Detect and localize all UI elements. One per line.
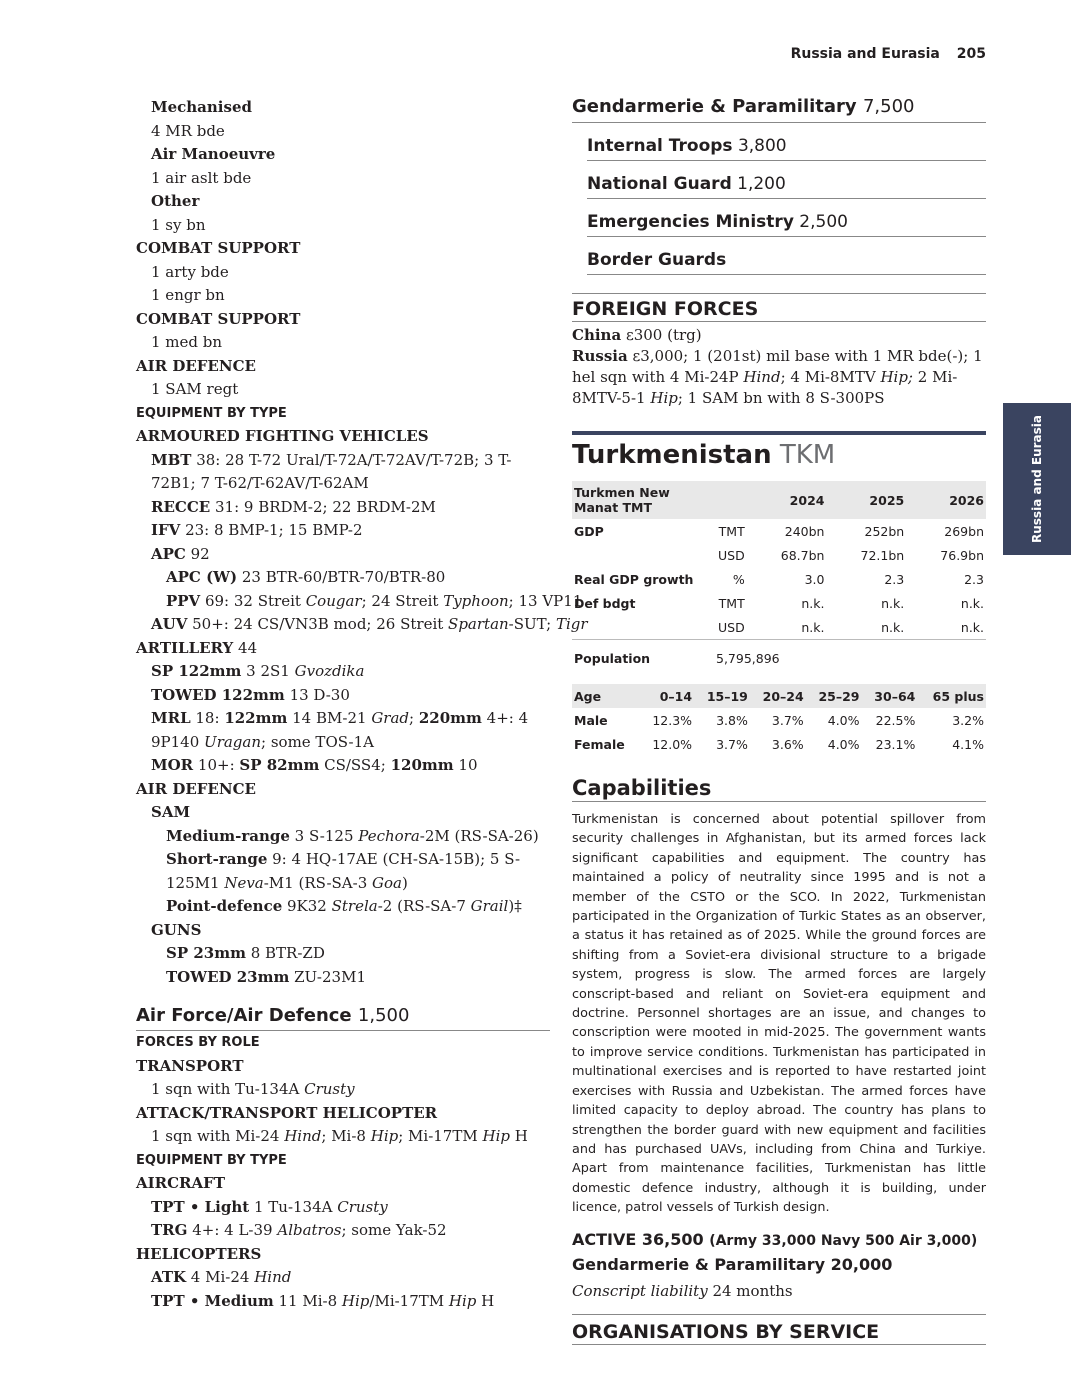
text-run: 3 2S1	[241, 662, 295, 680]
text-run: ; 4 Mi-8MTV	[780, 368, 881, 386]
section-side-tab	[1003, 403, 1071, 555]
paramilitary-units	[572, 123, 986, 275]
text-run: ; some Yak-52	[341, 1221, 447, 1239]
unit-title: Border Guards	[587, 250, 727, 270]
list-item	[136, 754, 550, 778]
text-run: 1 engr bn	[151, 286, 225, 304]
list-item	[136, 684, 550, 708]
text-run: -2 (RS-SA-7	[377, 897, 471, 915]
list-item	[136, 1219, 550, 1243]
unit-strength: 2,500	[793, 212, 848, 232]
list-item	[136, 261, 550, 285]
table-cell: 4.0%	[827, 736, 860, 752]
text-run: ε300 (trg)	[621, 326, 702, 344]
text-run: -M1 (RS-SA-3	[263, 873, 373, 892]
list-item	[136, 660, 550, 684]
country-code: TKM	[779, 440, 836, 470]
list-item	[136, 825, 550, 849]
text-run: Neva	[224, 873, 264, 892]
text-run: 1 med bn	[151, 333, 223, 351]
list-item	[136, 1196, 550, 1220]
list-item	[136, 613, 588, 637]
table-cell: Age	[572, 684, 640, 708]
text-run: 3 S-125	[289, 826, 359, 845]
list-item	[136, 496, 550, 520]
unit-title: Internal Troops	[587, 136, 733, 156]
text-run: Point-defence	[166, 897, 283, 915]
text-run: Mechanised	[151, 98, 252, 116]
air-force-title: Air Force/Air Defence	[136, 1005, 352, 1026]
text-run: Hip	[341, 1291, 370, 1310]
table-row	[572, 732, 986, 756]
paramilitary-strength: Gendarmerie & Paramilitary 20,000	[572, 1254, 893, 1274]
list-item	[136, 707, 550, 754]
text-run: 1 sqn with Mi-24	[151, 1127, 285, 1145]
text-run: AIR DEFENCE	[136, 779, 256, 798]
gendarmerie-heading	[572, 94, 986, 123]
section-title: Russia and Eurasia	[790, 46, 940, 62]
text-run: 4 MR bde	[151, 121, 225, 140]
table-cell: GDP	[574, 523, 604, 539]
list-item	[136, 120, 550, 144]
text-run: 1 sy bn	[151, 215, 206, 234]
text-run: ; Mi-8	[321, 1127, 371, 1145]
table-row	[572, 591, 986, 615]
table-cell: %	[732, 571, 745, 587]
table-cell: 3.7%	[771, 712, 804, 728]
list-item	[136, 190, 550, 214]
table-cell: 22.5%	[875, 712, 916, 728]
unit-strength: 1,200	[731, 174, 786, 194]
paramilitary-unit-heading	[587, 237, 986, 275]
foreign-force-entry	[572, 325, 986, 346]
capabilities-heading: Capabilities	[572, 776, 986, 802]
list-item	[136, 801, 550, 825]
table-cell: Real GDP growth	[574, 571, 694, 587]
table-cell: 4.1%	[952, 736, 984, 752]
list-item	[136, 167, 550, 191]
table-cell: 2025	[826, 481, 906, 519]
text-run: 120mm	[390, 756, 454, 774]
text-run: APC	[151, 544, 186, 563]
text-run: Gvozdika	[294, 662, 365, 680]
page-number: 205	[956, 46, 986, 62]
table-header-row	[572, 684, 986, 708]
population-row	[572, 640, 986, 671]
text-run: Hind	[284, 1127, 322, 1145]
list-item	[136, 1055, 550, 1079]
paramilitary-unit-heading	[587, 199, 986, 237]
text-run: SAM	[151, 803, 191, 821]
text-run: Hind	[254, 1268, 292, 1286]
text-run: H	[476, 1291, 495, 1310]
text-run: 8 BTR-ZD	[245, 944, 325, 962]
air-force-strength: 1,500	[357, 1005, 410, 1026]
table-cell	[716, 481, 747, 519]
list-item	[136, 1243, 550, 1267]
table-cell: 2024	[747, 481, 827, 519]
text-run: TOWED 122mm	[151, 685, 285, 704]
text-run: Strela	[331, 897, 378, 915]
text-run: )	[401, 873, 408, 892]
text-run: IFV	[151, 521, 181, 539]
text-run: MRL	[151, 709, 191, 727]
text-run: COMBAT SUPPORT	[136, 309, 301, 328]
section-label	[136, 1149, 550, 1173]
text-run: China	[572, 326, 622, 344]
text-run: 2 Mi-8MTV-5-1	[572, 368, 958, 407]
text-run: ARMOURED FIGHTING VEHICLES	[136, 427, 429, 445]
running-header	[779, 46, 986, 62]
text-run: ; Mi-17TM	[398, 1127, 483, 1145]
table-cell: 252bn	[864, 523, 905, 539]
table-cell: n.k.	[801, 595, 825, 611]
list-item	[136, 543, 550, 567]
foreign-forces-heading: FOREIGN FORCES	[572, 293, 986, 322]
text-run: ; some TOS-1A	[261, 732, 375, 751]
conscript-value: 24 months	[712, 1281, 793, 1300]
text-run: 1 Tu-134A	[249, 1197, 338, 1216]
foreign-forces-list	[572, 325, 986, 409]
table-cell: 0–14	[640, 684, 694, 708]
right-column	[572, 94, 986, 1345]
text-run: HELICOPTERS	[136, 1244, 262, 1263]
active-detail: (Army 33,000 Navy 500 Air 3,000)	[709, 1232, 978, 1249]
text-run: APC (W)	[166, 568, 238, 586]
text-run: GUNS	[151, 920, 202, 939]
list-item	[136, 308, 550, 332]
text-run: Medium-range	[166, 826, 290, 845]
text-run: CS/SS4;	[319, 756, 391, 774]
text-run: Albatros	[277, 1221, 342, 1239]
text-run: 69: 32 Streit	[200, 591, 306, 610]
text-run: EQUIPMENT BY TYPE	[136, 1152, 287, 1168]
text-run: SP 82mm	[239, 756, 320, 774]
text-run: ;	[409, 709, 419, 727]
text-run: SP 122mm	[151, 662, 242, 680]
text-run: MOR	[151, 756, 194, 774]
text-run: ; 24 Streit	[361, 591, 444, 610]
list-item	[136, 1078, 550, 1102]
list-item	[136, 519, 550, 543]
list-item	[136, 425, 550, 449]
text-run: FORCES BY ROLE	[136, 1035, 260, 1050]
table-cell: Turkmen New Manat TMT	[572, 481, 716, 519]
text-run: Goa	[372, 873, 402, 892]
table-cell: n.k.	[881, 595, 905, 611]
text-run: ARTILLERY	[136, 638, 234, 657]
text-run: 220mm	[418, 709, 482, 727]
conscript-liability	[572, 1282, 986, 1300]
table-cell: 12.3%	[652, 712, 693, 728]
table-cell: 20–24	[750, 684, 806, 708]
text-run: EQUIPMENT BY TYPE	[136, 405, 287, 421]
list-item	[136, 566, 550, 590]
section-label	[136, 1031, 550, 1055]
text-run: Hip	[650, 389, 678, 407]
table-cell: 3.7%	[716, 736, 748, 752]
table-cell: n.k.	[801, 619, 825, 635]
text-run: -SUT;	[508, 615, 556, 633]
list-item	[136, 355, 550, 379]
text-run: Tigr	[555, 615, 588, 633]
table-cell: 3.0	[804, 571, 825, 587]
list-item	[136, 378, 550, 402]
text-run: ATK	[151, 1268, 187, 1286]
text-run: ; 1 SAM bn with 8 S-300PS	[677, 389, 885, 407]
text-run: Grad	[371, 709, 410, 727]
list-item	[136, 637, 550, 661]
text-run: AIRCRAFT	[136, 1174, 225, 1192]
text-run: RECCE	[151, 497, 211, 516]
table-cell: Male	[574, 712, 608, 728]
text-run: )‡	[508, 897, 522, 915]
text-run: 10	[453, 756, 478, 774]
text-run: 38: 28 T-72 Ural/T-72A/T-72AV/T-72B; 3 T-72B1; 7 T-62/T-62AV/T-62AM	[151, 450, 512, 492]
text-run: Crusty	[337, 1197, 388, 1216]
text-run: 10+:	[193, 756, 240, 774]
table-row	[572, 708, 986, 732]
list-item	[136, 1172, 550, 1196]
text-run: 4 Mi-24	[186, 1268, 255, 1286]
text-run: Russia	[572, 347, 628, 365]
list-item	[136, 214, 550, 238]
text-run: AIR DEFENCE	[136, 356, 256, 375]
table-cell: Population	[574, 650, 651, 666]
text-run: Other	[151, 192, 200, 210]
table-cell: 68.7bn	[780, 547, 825, 563]
table-cell: TMT	[718, 523, 745, 539]
text-run: Air Manoeuvre	[151, 145, 276, 163]
list-item	[136, 966, 550, 990]
text-run: 31: 9 BRDM-2; 22 BRDM-2M	[210, 497, 436, 516]
list-item	[136, 942, 550, 966]
text-run: Hind	[743, 368, 781, 386]
list-item	[136, 778, 550, 802]
list-item	[136, 143, 550, 167]
text-run: Hip;	[880, 368, 913, 386]
table-cell: 2.3	[964, 571, 984, 587]
conscript-label: Conscript liability	[572, 1281, 708, 1300]
text-run: 1 air aslt bde	[151, 168, 252, 187]
text-run: COMBAT SUPPORT	[136, 239, 301, 257]
text-run: 9: 4 HQ-17AE (CH-SA-15B); 5 S-125M1	[166, 850, 521, 892]
text-run: Spartan	[448, 615, 509, 633]
section-label	[136, 402, 550, 426]
list-item	[136, 96, 550, 120]
table-cell: 76.9bn	[940, 547, 984, 563]
table-row	[572, 543, 986, 567]
text-run: ε3,000; 1 (201st) mil base with 1 MR bde(-); 1 hel sqn with 4 Mi-24P	[572, 347, 983, 386]
text-run: 92	[185, 544, 210, 563]
economic-table	[572, 481, 986, 670]
text-run: TRANSPORT	[136, 1056, 244, 1075]
text-run: 4+: 4 L-39	[187, 1221, 278, 1239]
text-run: AUV	[151, 615, 188, 633]
table-cell: n.k.	[960, 619, 984, 635]
paramilitary-unit-heading	[587, 161, 986, 199]
table-cell: 3.8%	[716, 712, 748, 728]
text-run: 11 Mi-8	[273, 1291, 342, 1310]
table-cell: 2026	[906, 481, 986, 519]
table-cell: 269bn	[944, 523, 984, 539]
table-row	[572, 519, 986, 543]
table-cell: n.k.	[881, 619, 905, 635]
table-cell: TMT	[718, 595, 745, 611]
list-item	[136, 1125, 550, 1149]
text-run: TPT • Light	[151, 1197, 250, 1216]
text-run: TPT • Medium	[151, 1291, 274, 1310]
text-run: Crusty	[304, 1080, 355, 1098]
list-item	[136, 237, 550, 261]
text-run: Grail	[470, 897, 509, 915]
list-item	[136, 284, 550, 308]
list-item	[136, 919, 550, 943]
foreign-force-entry	[572, 346, 986, 409]
active-strength	[572, 1228, 986, 1276]
list-item	[136, 848, 550, 895]
list-item	[136, 1102, 550, 1126]
table-cell	[572, 615, 716, 640]
text-run: 44	[233, 638, 258, 657]
side-tab-label: Russia and Eurasia	[1030, 415, 1044, 543]
table-cell: 12.0%	[652, 736, 693, 752]
text-run: Short-range	[166, 850, 268, 868]
table-cell: n.k.	[960, 595, 984, 611]
list-item	[136, 895, 550, 919]
text-run: ZU-23M1	[289, 967, 366, 986]
age-table	[572, 684, 986, 756]
text-run: Typhoon	[443, 591, 509, 610]
paramilitary-unit-heading	[587, 123, 986, 161]
air-force-list	[136, 1031, 550, 1313]
text-run: 122mm	[224, 709, 288, 727]
text-run: Uragan	[204, 732, 262, 751]
text-run: TRG	[151, 1221, 188, 1239]
table-cell: 72.1bn	[860, 547, 905, 563]
table-cell: 23.1%	[875, 736, 916, 752]
table-cell: 25–29	[806, 684, 862, 708]
table-cell: USD	[718, 547, 745, 563]
text-run: Pechora	[358, 826, 420, 845]
text-run: /Mi-17TM	[369, 1291, 449, 1310]
table-cell: Def bdgt	[574, 595, 636, 611]
text-run: 1 sqn with Tu-134A	[151, 1080, 305, 1098]
table-cell: 4.0%	[827, 712, 860, 728]
unit-title: National Guard	[587, 174, 732, 194]
text-run: Hip	[370, 1127, 399, 1145]
table-cell: 5,795,896	[716, 650, 780, 666]
capabilities-text: Turkmenistan is concerned about potential spillover from security challenges in Afghanistan, but its armed forces lack significant capabilities and equipment. The country has maintained a policy of neutrality since 1995 and is not a member of the CSTO or the SCO. In 2022, Turkmenistan participated in the Organization of Turkic States as an observer, a status it has retained as of 2025. While the ground forces are shifting from a Soviet-era divisional structure to a brigade system, progress is slow. The armed forces are largely conscript-based and reliant on Soviet-era equipment and doctrine. Personnel shortages are an issue, and changes to conscription were mooted in mid-2025. The government wants to improve service conditions. Turkmenistan has participated in multinational exercises and is reported to have restarted joint exercises with Russia and Uzbekistan. The armed forces have limited capacity to deploy abroad. The country has plans to strengthen the border guard with new equipment and facilities and has purchased UAVs, including from China and Turkiye. Apart from maintenance facilities, Turkmenistan has little domestic defence industry, although it is building, under licence, patrol vessels of Turkish design.	[572, 812, 986, 1216]
text-run: H	[509, 1127, 528, 1145]
table-cell: Female	[574, 736, 625, 752]
table-cell: 3.2%	[952, 712, 984, 728]
gendarmerie-strength: 7,500	[862, 96, 915, 117]
text-run: Hip	[482, 1127, 510, 1145]
country-title	[572, 431, 986, 471]
table-cell: 15–19	[694, 684, 750, 708]
table-cell: 65 plus	[917, 684, 986, 708]
unit-title: Emergencies Ministry	[587, 212, 794, 232]
table-row	[572, 615, 986, 640]
text-run: 4+: 4 9P140	[151, 709, 529, 751]
text-run: MBT	[151, 450, 192, 469]
text-run: PPV	[166, 591, 201, 610]
country-name: Turkmenistan	[572, 440, 772, 470]
text-run: 23 BTR-60/BTR-70/BTR-80	[237, 568, 446, 586]
text-run: Hip	[448, 1291, 477, 1310]
text-run: 1 SAM regt	[151, 380, 239, 398]
air-force-heading	[136, 1003, 550, 1031]
text-run: 23: 8 BMP-1; 15 BMP-2	[180, 521, 363, 539]
table-header-row	[572, 481, 986, 519]
list-item	[136, 590, 583, 614]
text-run: 14 BM-21	[287, 709, 372, 727]
text-run: 9K32	[282, 897, 332, 915]
text-run: 13 D-30	[284, 685, 350, 704]
table-cell: USD	[718, 619, 745, 635]
active-label: ACTIVE 36,500	[572, 1229, 704, 1249]
text-run: Cougar	[305, 591, 362, 610]
text-run: ATTACK/TRANSPORT HELICOPTER	[136, 1103, 438, 1122]
text-run: -2M (RS-SA-26)	[419, 826, 539, 845]
text-run: 50+: 24 CS/VN3B mod; 26 Streit	[187, 615, 449, 633]
list-item	[136, 1290, 550, 1314]
table-cell: 2.3	[884, 571, 905, 587]
text-run: SP 23mm	[166, 944, 246, 962]
unit-strength: 3,800	[732, 136, 787, 156]
table-cell	[572, 543, 716, 567]
list-item	[136, 449, 550, 496]
list-item	[136, 1266, 550, 1290]
table-row	[572, 567, 986, 591]
gendarmerie-title: Gendarmerie & Paramilitary	[572, 96, 857, 117]
text-run: 18:	[190, 709, 225, 727]
table-cell: 240bn	[784, 523, 825, 539]
table-cell: 30–64	[862, 684, 918, 708]
text-run: TOWED 23mm	[166, 967, 290, 986]
text-run: 1 arty bde	[151, 262, 229, 281]
table-cell: 3.6%	[771, 736, 804, 752]
list-item	[136, 331, 550, 355]
text-run: ; 13 VP11	[508, 591, 583, 610]
organisations-heading: ORGANISATIONS BY SERVICE	[572, 1314, 986, 1345]
